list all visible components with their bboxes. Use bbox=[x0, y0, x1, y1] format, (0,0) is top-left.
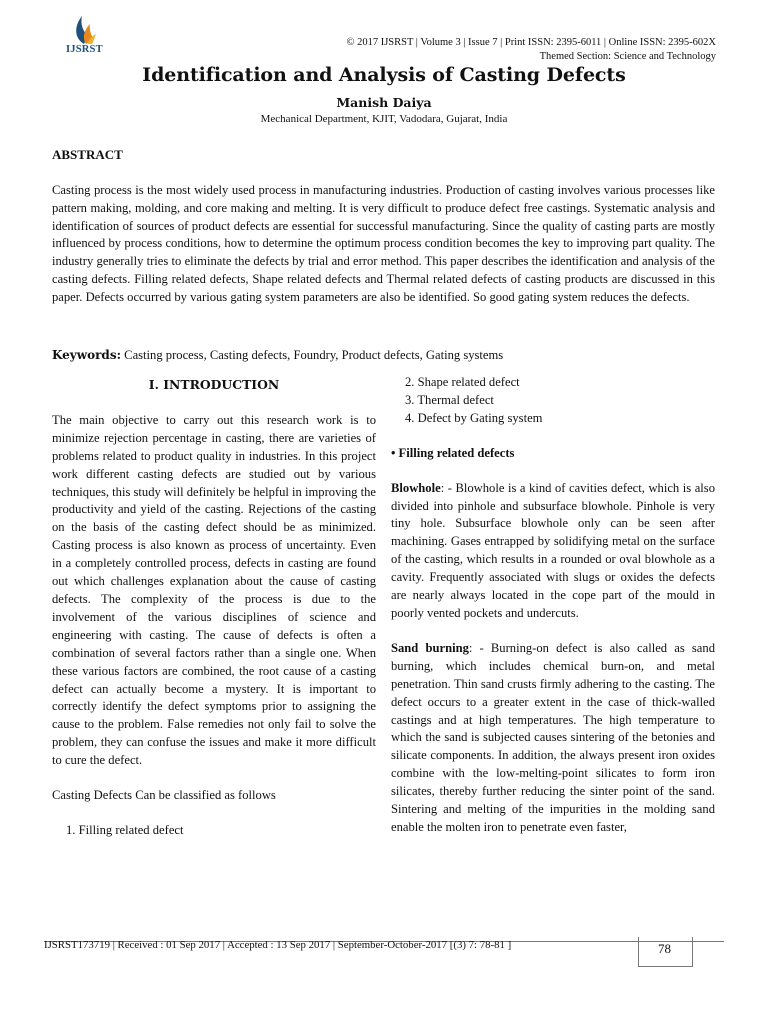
journal-issue-line: © 2017 IJSRST | Volume 3 | Issue 7 | Print ISSN: 2395-6011 | Online ISSN: 2395-602X bbox=[346, 37, 716, 48]
journal-meta bbox=[346, 36, 716, 64]
right-column bbox=[391, 374, 715, 837]
left-column bbox=[52, 374, 376, 840]
paper-title: Identification and Analysis of Casting Defects bbox=[142, 64, 626, 86]
themed-section-line: Themed Section: Science and Technology bbox=[539, 51, 716, 62]
author-name: Manish Daiya bbox=[336, 95, 432, 110]
blowhole-label: Blowhole bbox=[391, 480, 441, 495]
keywords-label: Keywords: bbox=[52, 348, 122, 362]
list-item-thermal: 3. Thermal defect bbox=[405, 392, 494, 407]
defect-list bbox=[391, 374, 715, 428]
introduction-paragraph: The main objective to carry out this research work is to minimize rejection percentage in casting, there are varieties of problems related to product quality in industries. In this project work different casting defects are studied out by various techniques, this study will definitely be helpful in improving the productivity and yield of the casting. Rejections of the casting on the basis of the casting defect should be as minimized. Casting process is also known as process of uncertainty. Even in a completely controlled process, defects in casting are found out which challenges explanation about the cause of casting defects. The complexity of the process is due to the involvement of the various disciplines of science and engineering with casting. The cause of defects is often a combination of several factors rather than a single one. When these various factors are combined, the root cause of a casting defect can actually become a mystery. It is important to correctly identify the defect symptoms prior to assigning the cause to the problem. False remedies not only fail to solve the problem, they can confuse the issues and make it more difficult to cure the defect. bbox=[52, 412, 376, 768]
filling-defects-heading: • Filling related defects bbox=[391, 445, 515, 460]
abstract-text: Casting process is the most widely used process in manufacturing industries. Production of casting involves various processes like pattern making, molding, and core making and melting. It is very difficult to produce defect free castings. Systematic analysis and identification of sources of product defects are essential for successful manufacturing. Since the quality of casting parts are mostly influenced by process conditions, how to determine the optimum process condition becomes the key to improving part quality. The industry generally tries to eliminate the defects by trial and error method. This paper describes the identification and analysis of the casting defects. Filling related defects, Shape related defects and Thermal related defects of casting products are discussed in this paper. Defects occurred by various gating system parameters are also be identified. So good gating system reduces the defects. bbox=[52, 183, 715, 304]
page-number: 78 bbox=[658, 941, 671, 956]
sand-burning-label: Sand burning bbox=[391, 640, 469, 655]
sand-burning-text: : - Burning-on defect is also called as sand burning, which includes chemical burn-on, and metal penetration. Thin sand crusts firmly adhering to the casting. The defect occurs to a greater extent in the case of thick-walled castings and at high temperatures. The high temperature to which the sand is subjected causes sintering of the betonies and silicate components. In addition, the always present iron oxides combine with the low-melting-point silicates to form iron silicates, thereby further reducing the sinter point of the sand. Sintering and melting of the impurities in the molding sand enable the molten iron to penetrate even faster, bbox=[391, 640, 715, 834]
sand-burning-paragraph bbox=[391, 640, 715, 837]
footer-citation: IJSRST173719 | Received : 01 Sep 2017 | Accepted : 13 Sep 2017 | September-October-2017 [(3) 7: 78-81 ] bbox=[44, 939, 512, 951]
journal-logo bbox=[62, 14, 116, 62]
blowhole-text: : - Blowhole is a kind of cavities defect, which is also divided into pinhole and subsurface blowhole. Pinhole is very tiny hole. Subsurface blowhole only can be seen after machining. Gases entrapped by solidifying metal on the surface of the casting, which results in a rounded or oval blowhole as a cavity. Frequently associated with slugs or oxides the defects are nearly always located in the cope part of the mould in poorly vented pockets and undercuts. bbox=[391, 480, 715, 620]
list-item-shape: 2. Shape related defect bbox=[405, 375, 520, 389]
list-item-gating: 4. Defect by Gating system bbox=[405, 410, 543, 425]
list-item-filling: 1. Filling related defect bbox=[66, 822, 184, 837]
keywords-text: Casting process, Casting defects, Foundry, Product defects, Gating systems bbox=[121, 348, 504, 362]
classification-line: Casting Defects Can be classified as follows bbox=[52, 788, 276, 803]
logo-text: IJSRST bbox=[66, 44, 103, 55]
author-affiliation: Mechanical Department, KJIT, Vadodara, Gujarat, India bbox=[260, 113, 508, 125]
flame-logo-icon bbox=[62, 14, 116, 46]
abstract-heading: ABSTRACT bbox=[52, 147, 123, 162]
introduction-heading: I. INTRODUCTION bbox=[148, 377, 280, 392]
blowhole-paragraph bbox=[391, 480, 715, 623]
keywords-line bbox=[52, 348, 715, 363]
